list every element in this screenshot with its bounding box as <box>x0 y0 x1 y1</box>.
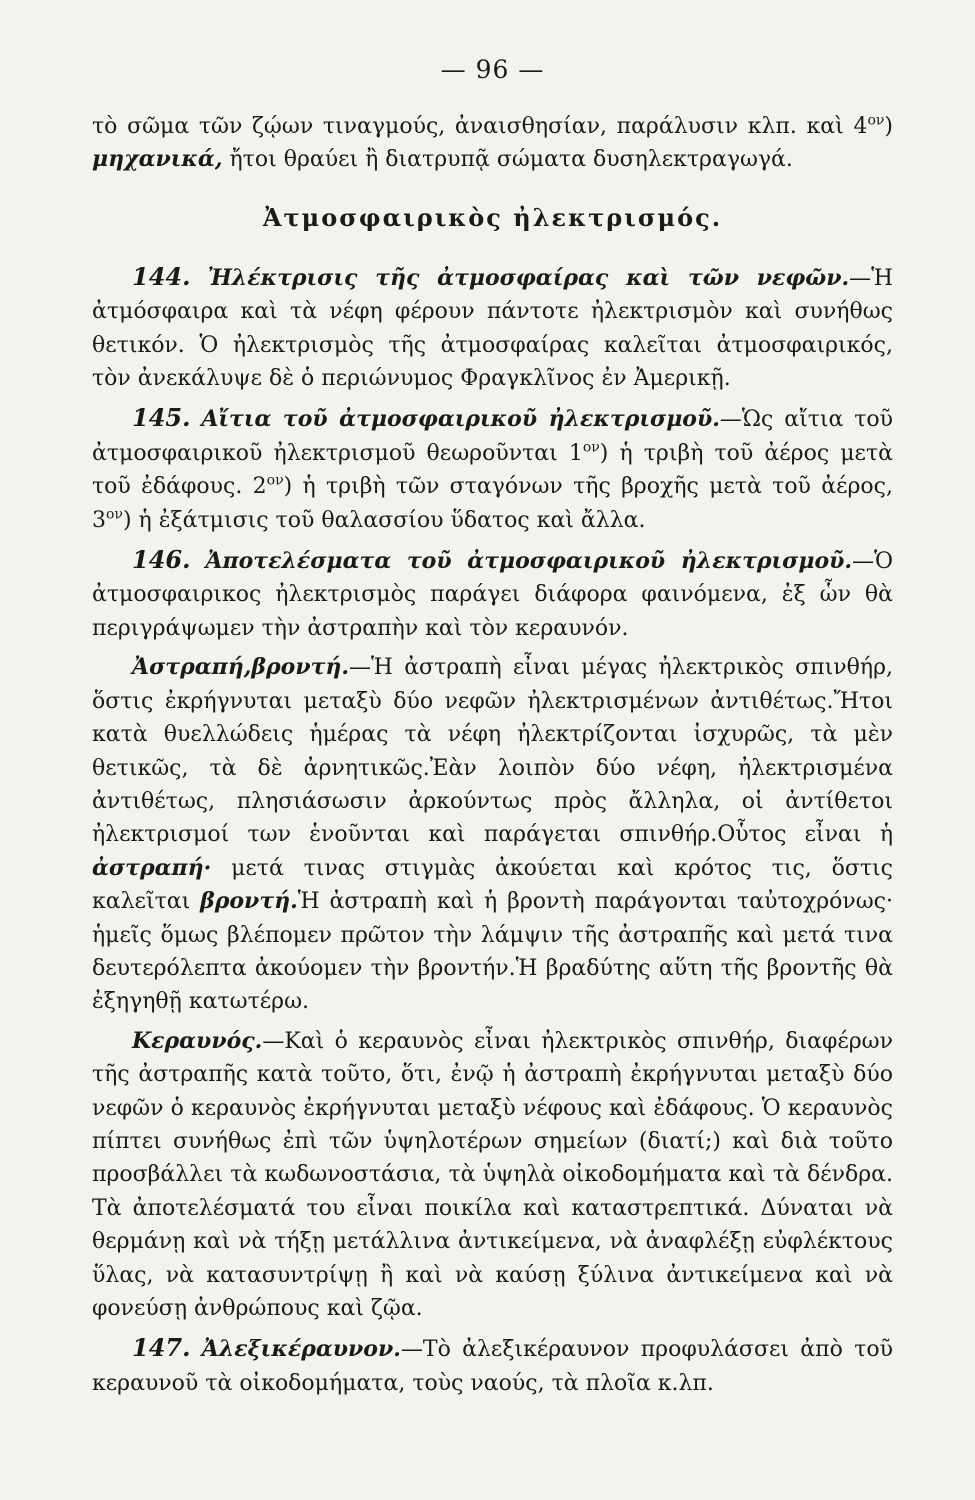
intro-num: 4 <box>853 114 868 139</box>
section-147-title: Ἀλεξικέραυνον. <box>201 1336 401 1363</box>
lightning-title: Ἀστραπή,βροντή. <box>132 654 350 681</box>
section-144-number: 144. <box>132 261 191 291</box>
lightning-text-2: μετά τινας στιγμὰς ἀκούεται καὶ κρότος τις, ὅστις καλεῖται <box>92 855 893 915</box>
section-145-title: Αἴτια τοῦ ἀτμοσφαιρικοῦ ἠλεκτρισμοῦ. <box>201 406 720 433</box>
section-144-text: —Ἡ ἀτμόσφαιρα καὶ τὰ νέφη φέρουν πάντοτε ἠλεκτρισμὸν καὶ συνήθως θετικόν. Ὁ ἠλεκτρισμὸς τῆς ἀτμοσφαίρας καλεῖται ἀτμοσφαιρικός, τὸν ἀνεκάλυψε δὲ ὁ περιώνυμος Φραγκλῖνος ἐν Ἀμερικῇ. <box>92 265 893 392</box>
section-145-text-4: ) ἡ ἐξάτμισις τοῦ θαλασσίου ὕδατος καὶ ἄλλα. <box>122 507 646 533</box>
section-144-title: Ἠλέκτρισις τῆς ἀτμοσφαίρας καὶ τῶν νεφῶν. <box>207 264 850 291</box>
lightning-text-1: —Ἡ ἀστραπὴ εἶναι μέγας ἠλεκτρικὸς σπινθήρ, ὅστις ἐκρήγνυται μεταξὺ δύο νεφῶν ἠλεκτρισμένων ἀντιθέτως.Ἤτοι κατὰ θυελλώδεις ἡμέρας τὰ νέφη ἠλεκτρίζονται ἰσχυρῶς, τὰ μὲν θετικῶς, τὰ δὲ ἀρνητικῶς.Ἐὰν λοιπὸν δύο νέφη, ἠλεκτρισμένα ἀντιθέτως, πλησιάσωσιν ἀρκούντως πρὸς ἄλληλα, οἱ ἀντίθετοι ἠλεκτρισμοί των ἑνοῦνται καὶ παράγεται σπινθήρ.Οὗτος εἶναι ἡ <box>92 655 893 848</box>
section-145-sup-1: ον <box>582 439 600 456</box>
section-145-sup-3: ον <box>106 506 123 523</box>
intro-line-2: ἤτοι θραύει ἢ διατρυπᾷ σώματα δυσηλεκτραγωγά. <box>222 147 793 173</box>
intro-sup: ον <box>867 112 885 129</box>
section-147 <box>92 1331 893 1400</box>
section-145 <box>92 401 893 537</box>
section-145-text-2: ) ἡ τριβὴ τοῦ ἀέρος μετὰ τοῦ ἐδάφους. 2 <box>92 440 893 500</box>
section-146 <box>92 543 893 645</box>
section-146-number: 146. <box>132 545 191 575</box>
lightning-paragraph <box>92 651 893 1018</box>
section-145-sup-2: ον <box>266 472 284 489</box>
section-145-text-3: ) ἡ τριβὴ τῶν σταγόνων τῆς βροχῆς μετὰ τοῦ ἀέρος, 3 <box>92 474 893 533</box>
intro-paren: ) <box>884 114 893 139</box>
page-number: — 96 — <box>440 55 545 84</box>
thunderbolt-paragraph <box>92 1025 893 1326</box>
section-146-text: —Ὁ ἀτμοσφαιρικος ἠλεκτρισμὸς παράγει διάφορα φαινόμενα, ἐξ ὧν θὰ περιγράψωμεν τὴν ἀστραπὴν καὶ τὸν κεραυνόν. <box>92 549 893 641</box>
section-heading: Ἀτμοσφαιρικὸς ἠλεκτρισμός. <box>262 202 723 232</box>
intro-paragraph <box>92 110 893 177</box>
intro-mechanical-term: μηχανικά, <box>92 146 223 173</box>
section-144 <box>92 260 893 396</box>
lightning-text-3: Ἡ ἀστραπὴ καὶ ἡ βροντὴ παράγονται ταὐτοχρόνως· ἡμεῖς ὅμως βλέπομεν πρῶτον τὴν λάμψιν τῆς ἀστραπῆς καὶ μετά τινα δευτερόλεπτα ἀκούομεν τὴν βροντήν.Ἡ βραδύτης αὕτη τῆς βροντῆς θὰ ἐξηγηθῇ κατωτέρω. <box>92 889 893 1015</box>
section-147-number: 147. <box>132 1333 191 1363</box>
thunderbolt-text: —Καὶ ὁ κεραυνὸς εἶναι ἠλεκτρικὸς σπινθήρ, διαφέρων τῆς ἀστραπῆς κατὰ τοῦτο, ὅτι, ἐνῷ ἡ ἀστραπὴ ἐκρήγνυται μεταξὺ δύο νεφῶν ὁ κεραυνὸς ἐκρήγνυται μεταξὺ νέφους καὶ ἐδάφους. Ὁ κεραυνὸς πίπτει συνήθως ἐπὶ τῶν ὑψηλοτέρων σημείων (διατί;) καὶ διὰ τοῦτο προσβάλλει τὰ κωδωνοστάσια, τὰ ὑψηλὰ οἰκοδομήματα καὶ τὰ δένδρα. Τὰ ἀποτελέσματά του εἶναι ποικίλα καὶ καταστρεπτικά. Δύναται νὰ θερμάνῃ καὶ νὰ τήξῃ μετάλλινα ἀντικείμενα, νὰ ἀναφλέξῃ εὐφλέκτους ὕλας, νὰ κατασυντρίψῃ ἢ καὶ νὰ καύσῃ ξύλινα ἀντικείμενα καὶ νὰ φονεύσῃ ἀνθρώπους καὶ ζῷα. <box>92 1028 893 1321</box>
section-147-text: —Τὸ ἀλεξικέραυνον προφυλάσσει ἀπὸ τοῦ κεραυνοῦ τὰ οἰκοδομήματα, τοὺς ναούς, τὰ πλοῖα κ.λπ. <box>92 1337 893 1396</box>
thunderbolt-title: Κεραυνός. <box>132 1027 263 1054</box>
section-145-number: 145. <box>132 403 191 433</box>
intro-line-1: τὸ σῶμα τῶν ζῴων τιναγμούς, ἀναισθησίαν, παράλυσιν κλπ. καὶ <box>92 114 844 139</box>
lightning-term: ἀστραπή· <box>92 854 212 881</box>
section-145-text-1: —Ὡς αἴτια τοῦ ἀτμοσφαιρικοῦ ἠλεκτρισμοῦ θεωροῦνται 1 <box>92 407 893 466</box>
section-146-title: Ἀποτελέσματα τοῦ ἀτμοσφαιρικοῦ ἠλεκτρισμοῦ. <box>205 548 853 575</box>
thunder-term: βροντή. <box>200 888 298 915</box>
